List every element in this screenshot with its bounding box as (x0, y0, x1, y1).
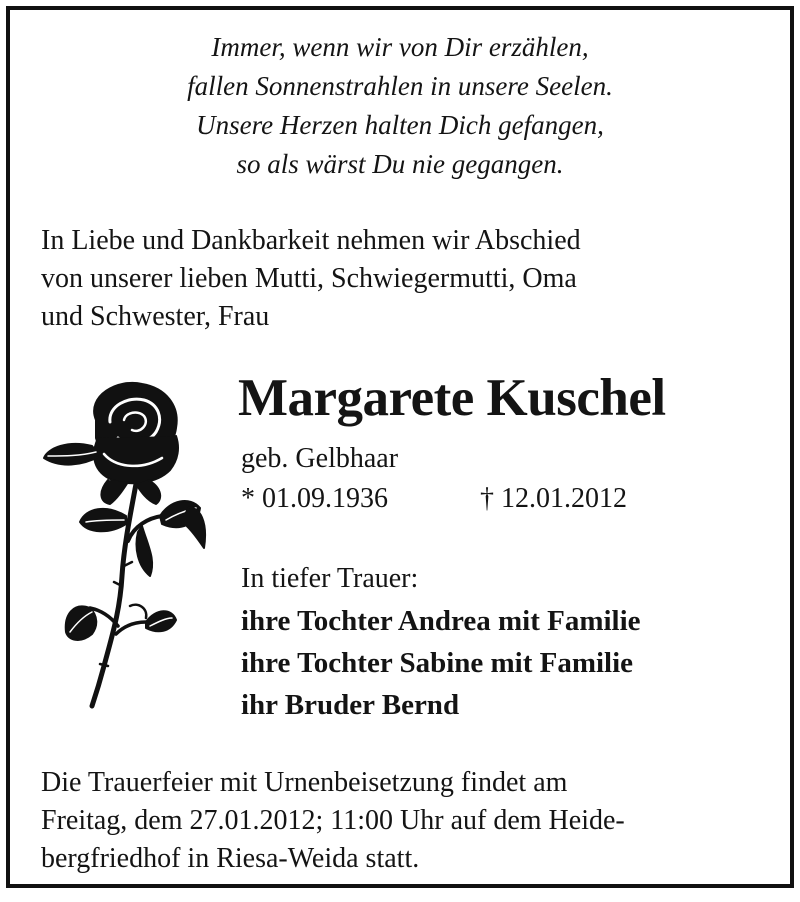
maiden-name: geb. Gelbhaar (241, 443, 399, 474)
mourner-item: ihre Tochter Andrea mit Familie (241, 605, 641, 637)
poem-line: fallen Sonnenstrahlen in unsere Seelen. (187, 71, 613, 101)
poem-line: Unsere Herzen halten Dich gefangen, (196, 110, 604, 140)
rose-icon (38, 376, 213, 714)
mourning-label: In tiefer Trauer: (241, 563, 419, 594)
mourner-item: ihre Tochter Sabine mit Familie (241, 647, 634, 679)
service-line: Freitag, dem 27.01.2012; 11:00 Uhr auf dem Heide- (41, 805, 625, 836)
death-date: † 12.01.2012 (480, 483, 627, 514)
service-line: bergfriedhof in Riesa-Weida statt. (41, 843, 420, 874)
deceased-name: Margarete Kuschel (238, 369, 666, 427)
service-line: Die Trauerfeier mit Urnenbeisetzung findet am (41, 767, 568, 798)
birth-date: * 01.09.1936 (241, 483, 388, 514)
poem-line: so als wärst Du nie gegangen. (236, 149, 564, 179)
mourners-list (241, 600, 641, 726)
intro-line: In Liebe und Dankbarkeit nehmen wir Abschied (41, 225, 581, 256)
service-info (41, 764, 625, 878)
intro-line: und Schwester, Frau (41, 301, 270, 332)
poem (0, 28, 800, 184)
mourner-item: ihr Bruder Bernd (241, 689, 460, 721)
poem-line: Immer, wenn wir von Dir erzählen, (211, 32, 589, 62)
intro-text (41, 222, 581, 336)
intro-line: von unserer lieben Mutti, Schwiegermutti, Oma (41, 263, 577, 294)
